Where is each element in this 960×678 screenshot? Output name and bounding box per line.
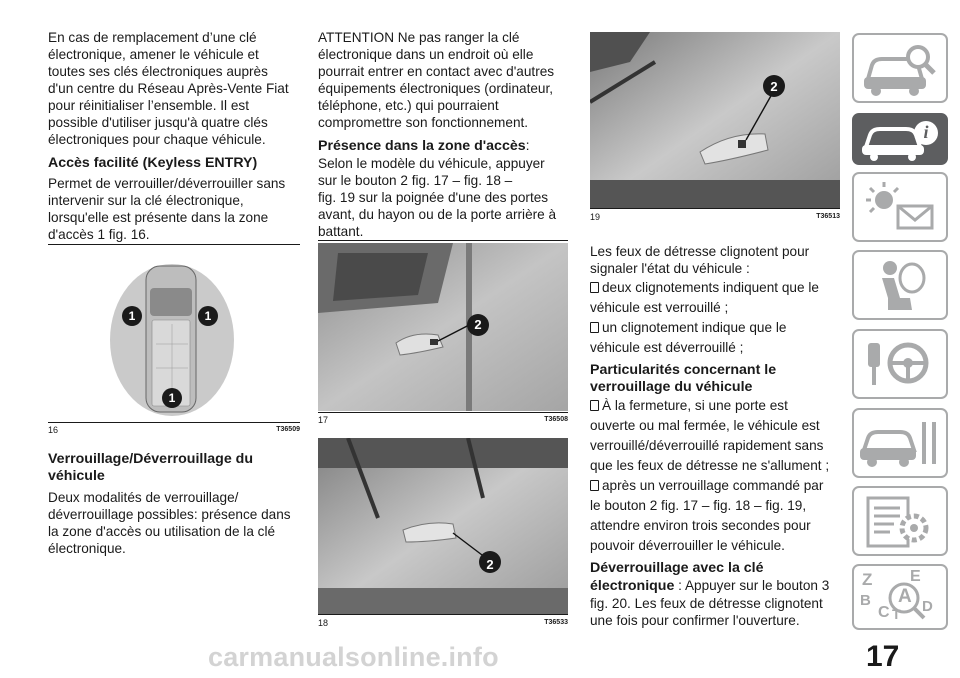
car-tools-icon — [854, 410, 946, 476]
front-door-handle-photo — [318, 243, 568, 411]
index-letter-b: B — [860, 592, 871, 609]
callout-1-right: 1 — [204, 309, 212, 323]
rear-door-handle-photo — [318, 438, 568, 614]
airbag-seat-icon — [854, 252, 946, 318]
keyless-paragraph: Permet de verrouiller/déverrouiller sans intervenir sur la clé électronique, lorsqu'elle est présente dans la zone d'accès 1 fig. 16. — [48, 176, 286, 242]
figure-number: 19 — [590, 212, 601, 222]
bullet-item: deux clignotements indiquent que le véhicule est verrouillé ; — [590, 280, 819, 315]
checkbox-bullet-icon — [590, 322, 599, 333]
page-number: 17 — [866, 640, 900, 673]
tab-starting-driving[interactable] — [852, 329, 948, 399]
index-letter-c: C — [878, 604, 890, 621]
tab-safety[interactable] — [852, 250, 948, 320]
tab-vehicle-overview[interactable] — [852, 33, 948, 103]
index-letter-t: T — [892, 606, 901, 622]
bullet-item: après un verrouillage commandé par le bouton 2 fig. 17 – fig. 18 – fig. 19, attendre environ trois secondes pour pouvoir déverrouiller le véhicule. — [590, 478, 824, 553]
callout-2: 2 — [486, 557, 494, 572]
deverrouillage-cle-paragraph: Déverrouillage avec la clé électronique : Appuyer sur le bouton 3 fig. 20. Les feux de détresse clignotent une fois pour confirmer l'ouverture. — [590, 560, 830, 628]
callout-1-left: 1 — [128, 309, 136, 323]
figure-bottom-rule — [318, 412, 568, 413]
heading-verrouillage: Verrouillage/Déverrouillage du véhicule — [48, 451, 253, 484]
figure-code: T36508 — [544, 416, 568, 423]
heading-presence-zone: Présence dans la zone d'accès: — [318, 138, 530, 154]
figure-16 — [48, 244, 300, 440]
figure-18 — [318, 438, 568, 632]
presence-paragraph: Selon le modèle du véhicule, appuyer sur le bouton 2 fig. 17 – fig. 18 – fig. 19 sur la poignée d'une des portes avant, du hayon ou de la porte arrière à battant. — [318, 156, 557, 239]
checkbox-bullet-icon — [590, 480, 599, 491]
figure-number: 16 — [48, 425, 59, 435]
heading-keyless-entry: Accès facilité (Keyless ENTRY) — [48, 155, 258, 171]
checklist-gear-icon — [854, 488, 946, 554]
callout-2: 2 — [770, 79, 778, 94]
figure-code: T36513 — [816, 213, 840, 220]
figure-top-rule — [318, 240, 568, 241]
bullet-item: À la fermeture, si une porte est ouverte ou mal fermée, le véhicule est verrouillé/déverrouillé rapidement sans que les feux de détresse ne s'allument ; — [590, 398, 830, 473]
bullet-item: un clignotement indique que le véhicule est déverrouillé ; — [590, 320, 787, 355]
checkbox-bullet-icon — [590, 400, 599, 411]
figure-17 — [318, 240, 568, 430]
tab-maintenance[interactable] — [852, 408, 948, 478]
index-letter-z: Z — [862, 570, 873, 589]
tab-vehicle-info[interactable] — [852, 113, 948, 165]
figure-bottom-rule — [318, 614, 568, 615]
attention-paragraph: ATTENTION Ne pas ranger la clé électronique dans un endroit où elle pourrait entrer en contact avec d'autres équipements électroniques (ordinateur, téléphone, etc.) qui pourraient compromettre son fonctionnement. — [318, 30, 555, 130]
info-letter: i — [923, 122, 929, 142]
figure-19 — [590, 32, 840, 226]
warning-lights-mail-icon — [854, 174, 946, 240]
heading-particularites: Particularités concernant le verrouillage du véhicule — [590, 362, 777, 395]
index-letter-d: D — [922, 598, 933, 615]
callout-1-rear: 1 — [168, 391, 176, 405]
tab-technical-data[interactable] — [852, 486, 948, 556]
figure-number: 18 — [318, 618, 329, 628]
watermark-text: carmanualsonline.info — [208, 642, 499, 672]
checkbox-bullet-icon — [590, 282, 599, 293]
figure-bottom-rule — [48, 422, 300, 423]
figure-code: T36509 — [276, 426, 300, 433]
intro-paragraph: En cas de remplacement d’une clé électronique, amener le véhicule et toutes ses clés électroniques auprès d'un centre du Réseau Après-Vente Fiat pour réinitialiser l’ensemble. Il est possible d'utiliser jusqu'à quatre clés électroniques pour chaque véhicule. — [48, 30, 289, 147]
callout-2: 2 — [474, 317, 482, 332]
tab-index[interactable] — [852, 564, 948, 630]
car-search-icon — [854, 35, 946, 101]
figure-bottom-rule — [590, 208, 840, 209]
figure-code: T36533 — [544, 619, 568, 626]
hazard-lights-paragraph: Les feux de détresse clignotent pour signaler l'état du véhicule : — [590, 244, 810, 276]
tailgate-handle-photo — [590, 32, 840, 208]
figure-number: 17 — [318, 415, 329, 425]
figure-top-rule — [48, 244, 300, 245]
index-letter-a: A — [898, 586, 912, 607]
key-steering-wheel-icon — [854, 331, 946, 397]
tab-dashboard-lights[interactable] — [852, 172, 948, 242]
verrouillage-paragraph: Deux modalités de verrouillage/ déverrouillage possibles: présence dans la zone d'accès ou utilisation de la clé électronique. — [48, 490, 291, 556]
index-letter-e: E — [910, 568, 921, 585]
